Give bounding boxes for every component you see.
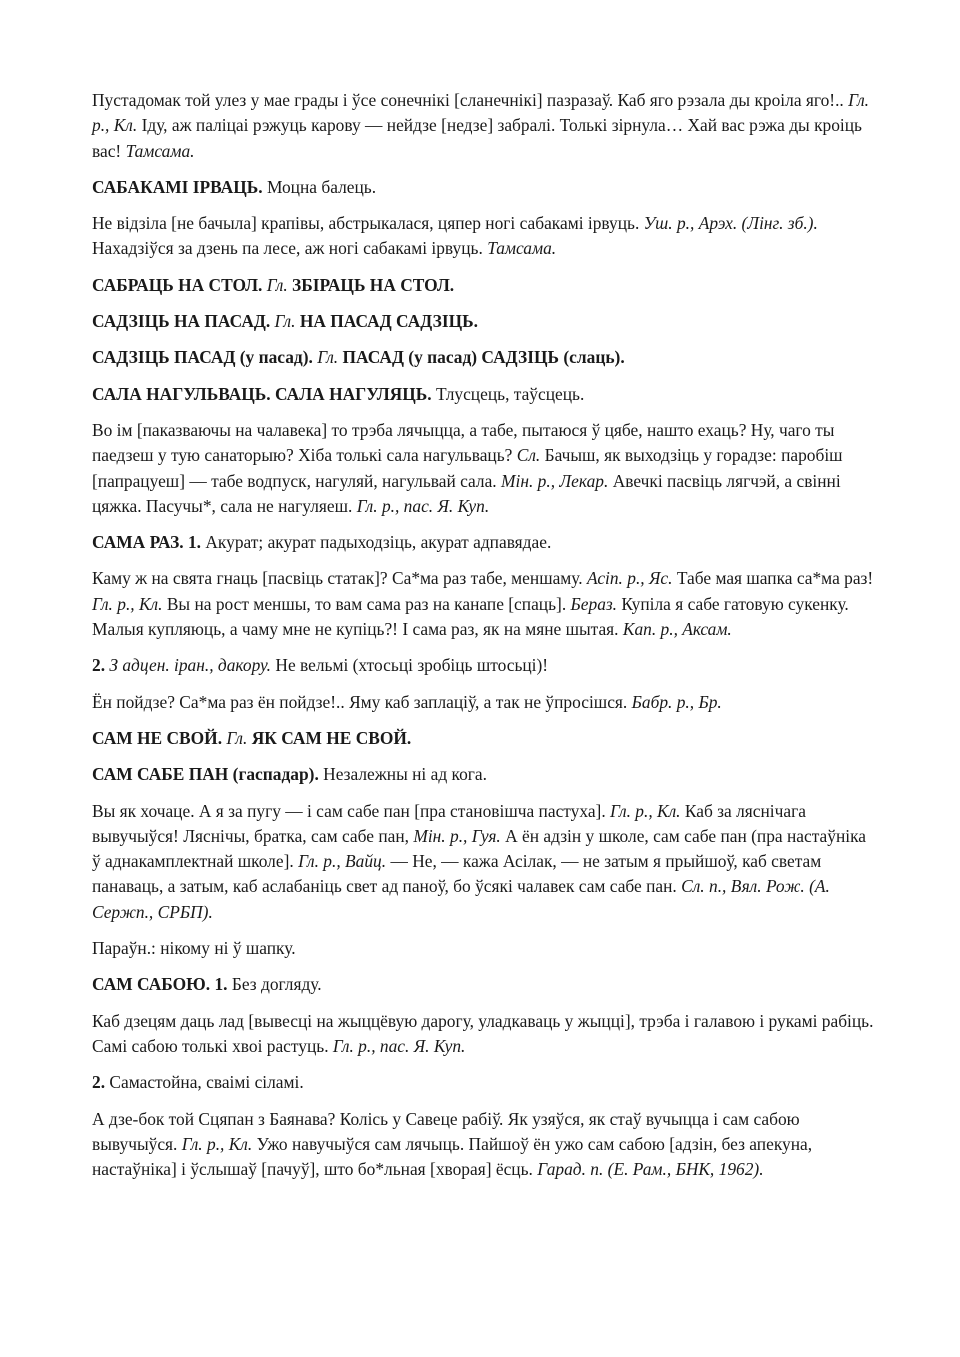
text-run: Табе мая шапка са*ма раз! xyxy=(672,568,874,589)
paragraph xyxy=(92,1070,874,1095)
source-ref: Сл. xyxy=(516,445,541,466)
text-run: Не вельмі (хтосьці зробіць штосьці)! xyxy=(271,655,549,676)
source-ref: Бабр. р., Бр. xyxy=(631,691,722,712)
source-ref: Гл. р., Кл. xyxy=(610,800,681,821)
paragraph xyxy=(92,211,874,262)
text-run: — Не, — кажа Асілак, — не затым я прыйшоў, каб светам панаваць, а затым, каб аслабаніць свет ад паноў, бо ўсякі чалавек сам сабе пан. xyxy=(92,851,822,897)
text-run: А ён адзін у школе, сам сабе пан (пра настаўніка ў аднакамплектнай школе]. xyxy=(92,825,866,872)
headword: ЯК САМ НЕ СВОЙ. xyxy=(251,727,412,748)
text-run: А дзе-бок той Сцяпан з Баянава? Колісь у Савеце рабіў. Як узяўся, як стаў вучыцца і сам сабою вывучыўся. xyxy=(92,1108,800,1154)
text-run: Во ім [паказваючы на чалавека] то трэба лячыцца, а табе, пытаюся ў цябе, нашто ехаць? Ну, чаго ты паедзеш у тую санаторыю? Хіба толькі сала нагульваць? xyxy=(92,419,835,466)
headword: ПАСАД (у пасад) САДЗІЦЬ (слаць). xyxy=(342,347,625,368)
text-run: Самастойна, сваімі сіламі. xyxy=(105,1072,304,1093)
source-ref: Кап. р., Аксам. xyxy=(622,619,732,640)
text-run: Акурат; акурат падыходзіць, акурат адпавядае. xyxy=(201,532,552,553)
text-run: Моцна балець. xyxy=(262,176,377,197)
source-ref: Гл. xyxy=(226,727,248,748)
paragraph xyxy=(92,382,874,407)
source-ref: Гл. р., пас. Я. Куп. xyxy=(332,1035,466,1056)
source-ref: Гл. р., Кл. xyxy=(92,90,870,136)
text-run: Каб дзецям даць лад [вывесці на жыццёвую дарогу, уладкаваць у жыцці], трэба і галавою і рукамі рабіць. Самі сабою толькі хвоі растуць. xyxy=(92,1010,874,1056)
text-run: Параўн.: нікому ні ў шапку. xyxy=(92,938,296,959)
source-ref: Гарад. п. (Е. Рам., БНК, 1962). xyxy=(537,1159,764,1180)
headword: 2. xyxy=(92,655,106,676)
text-run: Авечкі пасвіць лягчэй, а свінні цяжка. Пасучы*, сала не нагуляеш. xyxy=(92,470,841,516)
paragraph xyxy=(92,345,874,370)
headword: САБРАЦЬ НА СТОЛ. xyxy=(92,274,263,295)
paragraph xyxy=(92,690,874,715)
text-run: Ужо навучыўся сам лячыць. Пайшоў ён ужо сам сабою [адзін, без апекуна, настаўніка] і ўслышаў [пачуў], што бо*льная [хворая] ёсць. xyxy=(92,1133,813,1180)
paragraph xyxy=(92,273,874,298)
paragraph xyxy=(92,799,874,925)
text-run: Ён пойдзе? Са*ма раз ён пойдзе!.. Яму каб заплаціў, а так не ўпросішся. xyxy=(92,691,632,712)
source-ref: Гл. р., Вайц. xyxy=(298,851,387,872)
source-ref: Гл. xyxy=(317,347,339,368)
text-run: Незалежны ні ад кога. xyxy=(318,764,487,785)
paragraph xyxy=(92,530,874,555)
paragraph xyxy=(92,1107,874,1183)
paragraph xyxy=(92,309,874,334)
paragraph xyxy=(92,972,874,997)
text-run: Купіла я сабе гатовую сукенку. Малыя купляюць, а чаму мне не купіць?! І сама раз, як на мяне шытая. xyxy=(92,593,849,640)
headword: ЗБІРАЦЬ НА СТОЛ. xyxy=(292,274,455,295)
text-run: Пустадомак той улез у мае грады і ўсе сонечнікі [сланечнікі] пазразаў. Каб яго рэзала ды кроіла яго!.. xyxy=(92,90,849,110)
text-run: Нахадзіўся за дзень па лесе, аж ногі сабакамі ірвуць. xyxy=(92,238,488,259)
headword: НА ПАСАД САДЗІЦЬ. xyxy=(299,311,478,332)
source-ref: Тамсама. xyxy=(487,238,557,259)
headword: САМ САБОЮ. 1. xyxy=(92,974,228,995)
paragraph xyxy=(92,88,874,164)
paragraph xyxy=(92,762,874,787)
paragraph xyxy=(92,726,874,751)
text-run: Каб за ляснічага вывучыўся! Ляснічы, братка, сам сабе пан, xyxy=(92,800,806,846)
text-run: Не відзіла [не бачыла] крапівы, абстрыкалася, цяпер ногі сабакамі ірвуць. xyxy=(92,213,644,234)
paragraph xyxy=(92,653,874,678)
source-ref: Тамсама. xyxy=(125,140,195,161)
text-run: Каму ж на свята гнаць [пасвіць статак]? Са*ма раз табе, меншаму. xyxy=(92,568,587,589)
document-page xyxy=(92,88,874,1193)
source-ref: Мін. р., Гуя. xyxy=(413,825,501,846)
text-run: Без догляду. xyxy=(227,974,322,995)
headword: САБАКАМІ ІРВАЦЬ. xyxy=(92,176,263,197)
source-ref: Сл. п., Вял. Рож. (А. Сержп., СРБП). xyxy=(92,876,830,922)
source-ref: Асіп. р., Яс. xyxy=(586,568,673,589)
headword: САДЗІЦЬ ПАСАД (у пасад). xyxy=(92,347,313,368)
text-run: Тлусцець, таўсцець. xyxy=(431,383,585,404)
paragraph xyxy=(92,1009,874,1060)
text-run: Вы як хочаце. А я за пугу — і сам сабе пан [пра становішча пастуха]. xyxy=(92,800,611,821)
text-run: Бачыш, як выходзіць у горадзе: паробіш [папрацуеш] — табе водпуск, нагуляй, нагульвай сала. xyxy=(92,445,843,491)
source-ref: Гл. р., пас. Я. Куп. xyxy=(356,495,490,516)
headword: САМА РАЗ. 1. xyxy=(92,532,202,553)
source-ref: Гл. xyxy=(274,311,296,332)
headword: САМ САБЕ ПАН (гаспадар). xyxy=(92,764,319,785)
source-ref: Мін. р., Лекар. xyxy=(501,470,609,491)
paragraph xyxy=(92,175,874,200)
source-ref: Гл. р., Кл. xyxy=(181,1133,253,1154)
paragraph xyxy=(92,418,874,519)
paragraph xyxy=(92,566,874,642)
headword: САДЗІЦЬ НА ПАСАД. xyxy=(92,311,271,332)
headword: 2. xyxy=(92,1072,106,1093)
headword: САЛА НАГУЛЬВАЦЬ. САЛА НАГУЛЯЦЬ. xyxy=(92,383,432,404)
source-ref: Уш. р., Арэх. (Лінг. зб.). xyxy=(643,213,818,234)
text-run: Іду, аж паліцаі рэжуць карову — нейдзе [недзе] забралі. Толькі зірнула… Хай вас рэжа ды кроіць вас! xyxy=(92,115,862,161)
headword: САМ НЕ СВОЙ. xyxy=(92,727,223,748)
text-run: Вы на рост меншы, то вам сама раз на канапе [спаць]. xyxy=(162,593,571,614)
source-ref: Бераз. xyxy=(570,593,618,614)
source-ref: Гл. xyxy=(266,274,288,295)
source-ref: Гл. р., Кл. xyxy=(92,593,163,614)
paragraph xyxy=(92,936,874,961)
source-ref: З адцен. іран., дакору. xyxy=(109,655,272,676)
